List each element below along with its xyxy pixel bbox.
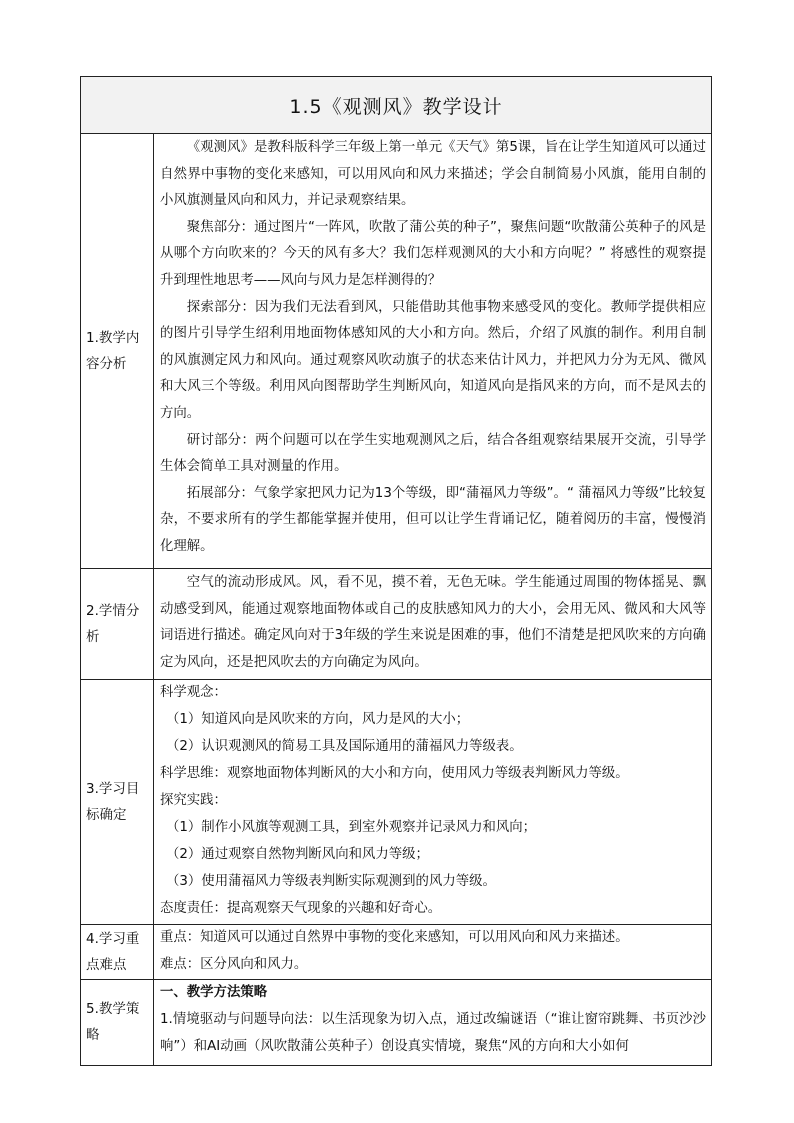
title-cell (81, 77, 711, 133)
row-label-learner-analysis: 2.学情分析 (86, 602, 140, 645)
key-point-line: 重点：知道风可以通过自然界中事物的变化来感知，可以用风向和风力来描述。 (160, 930, 629, 945)
table-border-bottom (80, 1065, 712, 1066)
content-analysis-text (160, 135, 706, 561)
objective-line: 科学观念： (160, 685, 227, 700)
paragraph-intro: 《观测风》是教科版科学三年级上第一单元《天气》第5课，旨在让学生知道风可以通过自然界中事物的变化来感知，可以用风向和风力来描述；学会自制简易小风旗，能用自制的小风旗测量风向和风力，并记录观察结果。 (160, 140, 706, 209)
objective-line: 科学思维：观察地面物体判断风的大小和方向，使用风力等级表判断风力等级。 (160, 766, 629, 781)
objective-line: （1）制作小风旗等观测工具，到室外观察并记录风力和风向； (166, 820, 537, 835)
learner-analysis-text (160, 570, 706, 676)
objective-line: （2）通过观察自然物判断风向和风力等级； (166, 847, 429, 862)
objectives-text (160, 679, 706, 922)
column-divider (153, 133, 154, 1066)
row-label-content-analysis: 1.教学内容分析 (86, 329, 140, 372)
paragraph-focus: 聚焦部分：通过图片“一阵风，吹散了蒲公英的种子”，聚焦问题“吹散蒲公英种子的风是从哪个方向吹来的？今天的风有多大？我们怎样观测风的大小和方向呢？” 将感性的观察提升到理性地思考——风向与风力是怎样测得的？ (160, 219, 706, 288)
row-label-objectives: 3.学习目标确定 (86, 780, 140, 823)
strategy-paragraph: 1.情境驱动与问题导向法：以生活现象为切入点，通过改编谜语（“谁让窗帘跳舞、书页沙沙响”）和AI动画（风吹散蒲公英种子）创设真实情境，聚焦“风的方向和大小如何 (160, 1012, 706, 1054)
objective-line: 态度责任：提高观察天气现象的兴趣和好奇心。 (160, 901, 442, 916)
key-point-line: 难点：区分风向和风力。 (160, 957, 308, 972)
paragraph-extend: 拓展部分：气象学家把风力记为13个等级，即“蒲福风力等级”。“ 蒲福风力等级”比较复杂，不要求所有的学生都能掌握并使用，但可以让学生背诵记忆，随着阅历的丰富，慢慢消化理解。 (160, 485, 706, 554)
objective-line: 探究实践： (160, 793, 227, 808)
lesson-plan-table (80, 76, 712, 1066)
strategy-heading: 一、教学方法策略 (160, 985, 268, 1000)
objective-line: （3）使用蒲福风力等级表判断实际观测到的风力等级。 (166, 874, 496, 889)
objective-line: （2）认识观测风的简易工具及国际通用的蒲福风力等级表。 (166, 739, 523, 754)
paragraph-learner: 空气的流动形成风。风，看不见，摸不着，无色无味。学生能通过周围的物体摇晃、飘动感受到风，能通过观察地面物体或自己的皮肤感知风力的大小，会用无风、微风和大风等词语进行描述。确定风向对于3年级的学生来说是困难的事，他们不清楚是把风吹来的方向确定为风向，还是把风吹去的方向确定为风向。 (160, 575, 706, 670)
objective-line: （1）知道风向是风吹来的方向，风力是风的大小； (166, 712, 470, 727)
page-title: 1.5《观测风》教学设计 (289, 95, 503, 118)
key-points-text (160, 924, 706, 978)
table-border-left (80, 76, 81, 1066)
row-label-strategy: 5.教学策略 (86, 1001, 140, 1043)
row-label-key-points: 4.学习重点难点 (86, 930, 140, 973)
strategy-text (160, 979, 706, 1060)
row-divider (80, 133, 712, 134)
row-divider (80, 568, 712, 569)
table-border-right (711, 76, 712, 1066)
paragraph-discuss: 研讨部分：两个问题可以在学生实地观测风之后，结合各组观察结果展开交流，引导学生体会简单工具对测量的作用。 (160, 432, 706, 475)
paragraph-explore: 探索部分：因为我们无法看到风，只能借助其他事物来感受风的变化。教师学提供相应的图片引导学生绍利用地面物体感知风的大小和方向。然后，介绍了风旗的制作。利用自制的风旗测定风力和风向。通过观察风吹动旗子的状态来估计风力，并把风力分为无风、微风和大风三个等级。利用风向图帮助学生判断风向，知道风向是指风来的方向，而不是风去的方向。 (160, 299, 706, 421)
